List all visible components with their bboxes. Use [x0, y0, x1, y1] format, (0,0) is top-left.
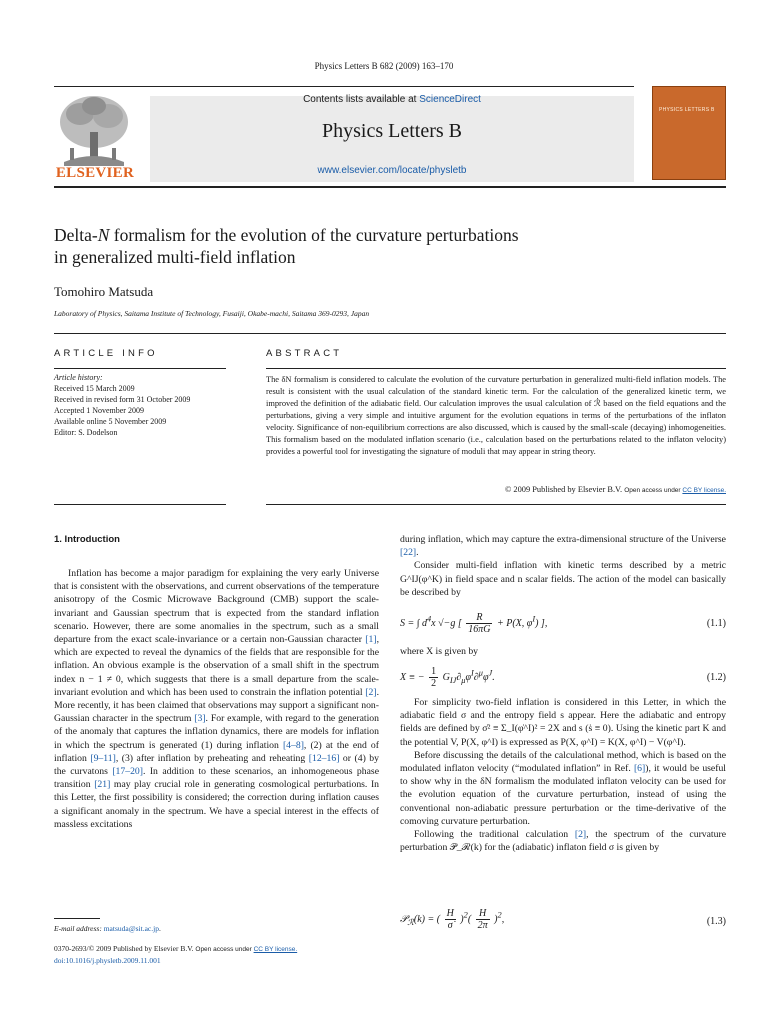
text-run: , the spectrum of the curvature perturbation 𝒫_ℛ(k) for the (adiabatic) inflaton field σ is given by — [400, 829, 726, 854]
title-n-symbol: N — [97, 225, 110, 245]
article-info-rule — [54, 368, 226, 369]
citation-link[interactable]: [3] — [194, 713, 206, 725]
history-label: Article history: — [54, 373, 103, 382]
abstract-rule — [266, 368, 726, 369]
abstract-heading: ABSTRACT — [266, 348, 343, 359]
citation-link[interactable]: [21] — [94, 779, 111, 791]
article-info-bottom-rule — [54, 504, 226, 505]
right-column-top — [400, 533, 726, 599]
issn-text: 0370-2693/© 2009 Published by Elsevier B.V. — [54, 944, 196, 953]
text-run: , (3) after inflation by preheating and reheating — [115, 752, 309, 764]
section-heading-introduction: 1. Introduction — [54, 534, 120, 545]
elsevier-wordmark: ELSEVIER — [55, 165, 135, 181]
author-name: Tomohiro Matsuda — [54, 284, 154, 299]
equation-number: (1.1) — [706, 618, 726, 629]
equation-1-2: X ≡ − $\frac{1}{2}$ $G_{IJ}\partial_\mu\varphi^I\partial^\mu\varphi^J$. (1.2) — [400, 666, 726, 689]
title-prefix: Delta- — [54, 225, 98, 245]
header-top-rule — [54, 86, 634, 87]
issn-line — [54, 944, 297, 953]
x-definition-lead: where X is given by — [400, 646, 479, 657]
open-access-text: Open access under — [624, 487, 683, 494]
email-link[interactable]: matsuda@sit.ac.jp — [103, 924, 159, 933]
text-run: . More recently, it has been claimed that observations may support a significant non-Gaussian character in the spectrum — [54, 686, 379, 725]
text-run: or (4) by the curvatons — [54, 752, 379, 778]
cover-title: PHYSICS LETTERS B — [659, 107, 715, 113]
citation-link[interactable]: [1] — [365, 634, 377, 646]
header-bottom-rule — [54, 186, 726, 188]
footnote-rule — [54, 918, 100, 919]
spectrum-paragraph — [400, 828, 726, 854]
contents-availability — [150, 94, 634, 105]
open-access-text: Open access under — [195, 946, 254, 953]
continuation-paragraph — [400, 533, 726, 559]
cc-by-license-link[interactable]: CC BY license. — [253, 946, 298, 953]
text-run: . In addition to these scenarios, an inhomogeneous phase transition — [54, 766, 379, 791]
citation-link[interactable]: [17–20] — [112, 766, 143, 778]
action-paragraph: Consider multi-field inflation with kinetic terms described by a metric G^IJ(φ^K) in field space and n scalar fields. The action of the model can basically be described by — [400, 560, 726, 598]
text-run: . — [158, 924, 161, 933]
journal-homepage-link[interactable]: www.elsevier.com/locate/physletb — [317, 165, 467, 176]
equation-number: (1.2) — [706, 672, 726, 683]
equation-1-3: 𝒫$_ℛ$(k) = ( $\frac{H}{\sigmȧ}$ )$^2$( $\frac{H}{2\pi}$ )$^2$, (1.3) — [400, 908, 726, 931]
two-field-paragraph: For simplicity two-field inflation is considered in this Letter, in which the adiabatic field σ and the entropy field s appear. Here the adiabatic and entropy fields are defined by σ̇² ≡ Σ_I(φ̇^I)² = 2X and s (ṡ ≡ 0). Using the kinetic part K and the potential V, P(X, φ^I) is expressed as P(X, φ^I) = K(X, φ^I) − V(φ^I). — [400, 697, 726, 748]
citation-link[interactable]: [9–11] — [90, 752, 116, 764]
history-online: Available online 5 November 2009 — [54, 417, 167, 426]
text-run: , (2) at the end of inflation — [54, 739, 379, 764]
right-column-middle — [400, 696, 726, 854]
abstract-bottom-rule — [266, 504, 726, 505]
abstract-copyright — [266, 485, 726, 494]
citation-link[interactable]: [12–16] — [308, 752, 340, 764]
text-run: . — [416, 547, 419, 559]
citation-link[interactable]: [6] — [633, 763, 646, 775]
citation-link[interactable]: [22] — [400, 547, 417, 559]
text-run: Before discussing the details of the calculational method, which is based on the modulated inflaton velocity (“modulated inflation” in Ref. — [400, 749, 726, 775]
footnote-email — [54, 924, 161, 933]
footnote-label: E-mail address: — [54, 924, 104, 933]
left-column-text — [54, 567, 379, 831]
text-run: during inflation, which may capture the extra-dimensional structure of the Universe — [400, 534, 726, 545]
title-line2: in generalized multi-field inflation — [54, 247, 296, 267]
text-run: , which are expected to reveal the dynamics of the fields that are responsible for the inflation. An obvious example is the observation of a small shift in the spectrum index n − 1 ≠ 0, which suggests that there is a small departure from the scale-invariant evolution and which has been used to constrain the inflation potential — [54, 634, 379, 698]
journal-cover-image — [652, 86, 726, 180]
copyright-text: © 2009 Published by Elsevier B.V. — [504, 485, 625, 494]
journal-reference: Physics Letters B 682 (2009) 163–170 — [314, 61, 454, 71]
equation-number: (1.3) — [706, 916, 726, 927]
modulated-inflation-paragraph — [400, 749, 726, 828]
intro-paragraph — [54, 567, 379, 831]
paper-title — [54, 224, 674, 268]
cc-by-license-link[interactable]: CC BY license. — [682, 487, 726, 494]
citation-link[interactable]: [4–8] — [282, 739, 304, 751]
doi-link[interactable]: doi:10.1016/j.physletb.2009.11.001 — [54, 956, 161, 965]
citation-link[interactable]: [2] — [574, 829, 587, 841]
title-line1-rest: formalism for the evolution of the curvature perturbations — [109, 225, 519, 245]
text-run: ), it would be useful to show why in the δN formalism the modulated inflaton velocity can be used for the evolution equation of the curvature perturbation, instead of using the conventional non-adiabatic pressure perturbation or the time-derivative of the comoving curvature perturbation. — [400, 763, 726, 827]
right-column-x-intro — [400, 645, 726, 658]
history-editor: Editor: S. Dodelson — [54, 428, 118, 437]
text-run: Following the traditional calculation — [414, 829, 575, 841]
article-info-heading: ARTICLE INFO — [54, 348, 158, 359]
text-run: Inflation has become a major paradigm for explaining the very early Universe that is consistent with the observations, and current observations of the temperature anisotropy of the Cosmic Microwave Background (CMB) support the scale-invariant and Gaussian spectrum that is expected from the standard inflation scenario. However, there are some anomalies in the spectrum, such as a small departure from the exact scale-invariance or a certain non-Gaussian character — [54, 568, 379, 646]
history-accepted: Accepted 1 November 2009 — [54, 406, 144, 415]
author-affiliation: Laboratory of Physics, Saitama Institute of Technology, Fusaiji, Okabe-machi, Saitama 369-0293, Japan — [54, 309, 370, 318]
text-run: . For example, with regard to the generation of the anomaly that captures the inflation dynamics, there are models for inflation in which the spectrum is generated (1) during inflation — [54, 713, 379, 751]
history-revised: Received in revised form 31 October 2009 — [54, 395, 191, 404]
text-run: may play crucial role in generating cosmological perturbations. In this Letter, the first possibility is considered; the correction during inflation causes a significant anomaly in the spectrum. We have a special interest in the effects of massless excitations — [54, 779, 380, 830]
title-bottom-rule — [54, 333, 726, 334]
contents-prefix: Contents lists available at — [303, 94, 420, 105]
abstract-text: The δN formalism is considered to calculate the evolution of the curvature perturbation in generalized multi-field inflation models. The result is consistent with the usual calculation of the standard kinetic term. For the calculation of the generalized kinetic term, we improved the definition of the adiabatic field. Our calculation improves the usual calculation of ℛ̇ based on the field equations and the perturbations, giving a very simple and intuitive argument for the evolution equations in terms of the perturbations of the inflaton velocity. Significance of non-equilibrium corrections are also discussed, which is caused by the small-scale (decaying) inhomogeneities. This formalism based on the modulated inflation scenario (i.e., calculation based on the perturbations related to the inflaton velocity) provides a powerful tool for investigating the signature of moduli that may appear in string theory. — [266, 375, 726, 456]
sciencedirect-link[interactable]: ScienceDirect — [419, 94, 481, 105]
history-received: Received 15 March 2009 — [54, 384, 135, 393]
equation-1-1: S = ∫ $d^4x$ √−g [ $\frac{R}{16\pi G}$ + P(X, $\varphi^I$) ], (1.1) — [400, 612, 726, 635]
journal-name: Physics Letters B — [322, 120, 462, 142]
citation-link[interactable]: [2] — [365, 686, 377, 698]
